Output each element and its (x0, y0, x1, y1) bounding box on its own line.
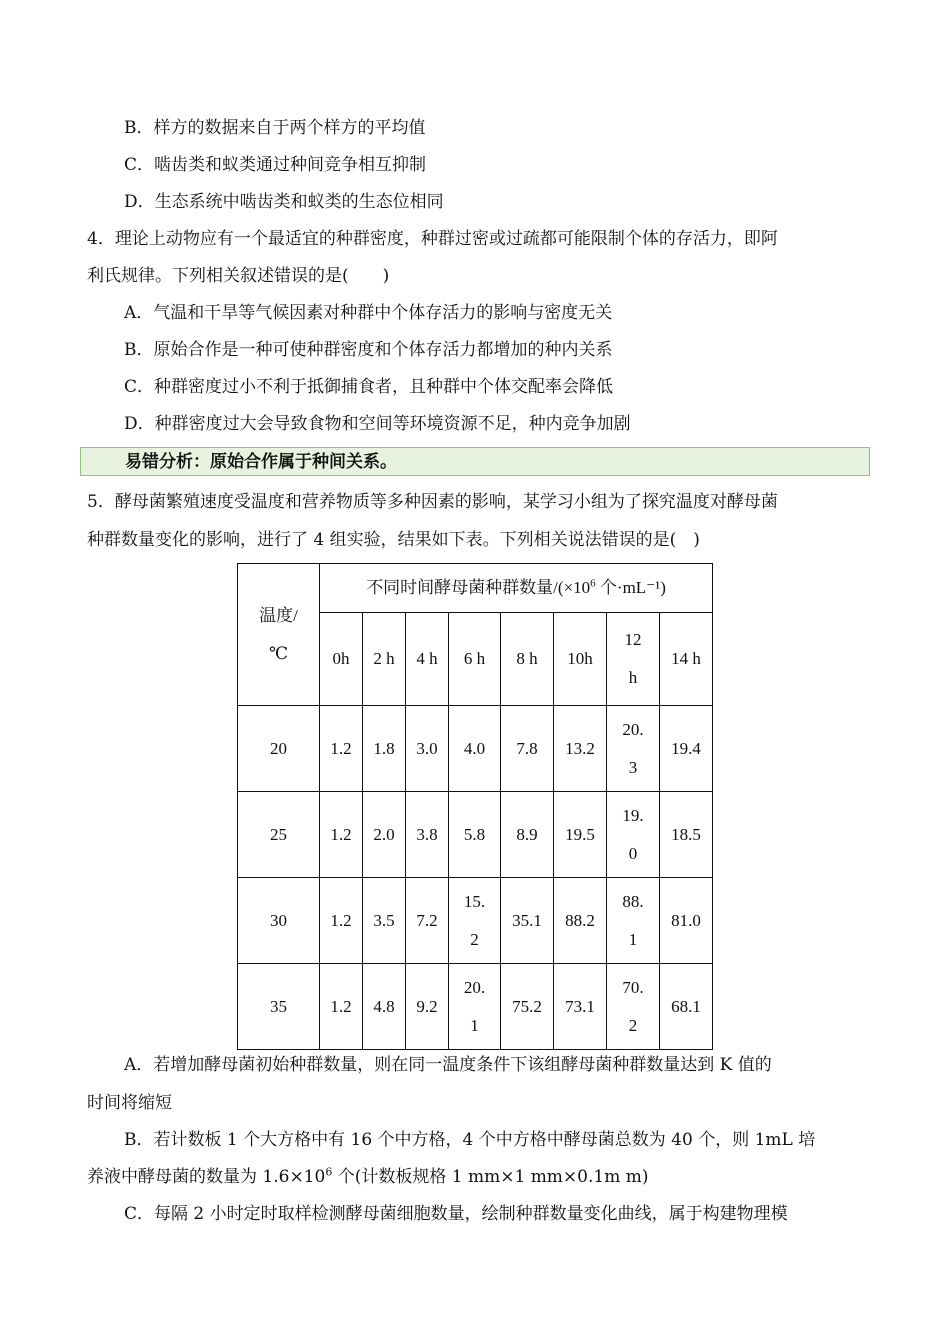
population-value-cell: 1.2 (320, 878, 363, 964)
population-value-cell: 13.2 (554, 706, 607, 792)
population-value-cell: 75.2 (501, 964, 554, 1050)
population-value-cell: 88.2 (554, 878, 607, 964)
q5-stem-line2: 种群数量变化的影响，进行了 4 组实验，结果如下表。下列相关说法错误的是( ) (87, 530, 700, 550)
error-analysis-box (80, 447, 870, 476)
temperature-cell: 35 (238, 964, 320, 1050)
population-group-header (320, 564, 713, 613)
population-value-cell: 3.8 (406, 792, 449, 878)
population-value-cell: 88. 1 (607, 878, 660, 964)
option-b-exponent: 6 (325, 1165, 333, 1179)
population-value-cell: 1.8 (363, 706, 406, 792)
population-value-cell: 19.4 (660, 706, 713, 792)
time-header-cell: 0h (320, 613, 363, 706)
q3-option-b: B．样方的数据来自于两个样方的平均值 (124, 118, 426, 138)
time-header-cell: 8 h (501, 613, 554, 706)
q5-option-b-line2 (87, 1167, 649, 1187)
q4-option-d: D．种群密度过大会导致食物和空间等环境资源不足，种内竞争加剧 (124, 414, 631, 434)
population-value-cell: 7.2 (406, 878, 449, 964)
q5-option-a-line1: A．若增加酵母菌初始种群数量，则在同一温度条件下该组酵母菌种群数量达到 K 值的 (124, 1055, 772, 1075)
group-header-exponent: 6 (590, 577, 596, 590)
population-value-cell: 9.2 (406, 964, 449, 1050)
population-value-cell: 4.0 (449, 706, 501, 792)
q4-stem-line1: 4．理论上动物应有一个最适宜的种群密度，种群过密或过疏都可能限制个体的存活力，即阿 (87, 229, 778, 249)
error-analysis-text: 易错分析：原始合作属于种间关系。 (125, 452, 397, 472)
population-value-cell: 20. 1 (449, 964, 501, 1050)
temperature-cell: 25 (238, 792, 320, 878)
time-header-cell: 10h (554, 613, 607, 706)
q3-option-d: D．生态系统中啮齿类和蚁类的生态位相同 (124, 192, 444, 212)
population-value-cell: 68.1 (660, 964, 713, 1050)
population-value-cell: 8.9 (501, 792, 554, 878)
q4-option-b: B．原始合作是一种可使种群密度和个体存活力都增加的种内关系 (124, 340, 613, 360)
population-value-cell: 3.5 (363, 878, 406, 964)
q5-option-a-line2: 时间将缩短 (87, 1093, 172, 1113)
population-value-cell: 73.1 (554, 964, 607, 1050)
population-value-cell: 15. 2 (449, 878, 501, 964)
option-b-suffix: 个(计数板规格 1 mm×1 mm×0.1m m) (332, 1167, 649, 1187)
yeast-population-table (237, 563, 713, 1050)
population-value-cell: 1.2 (320, 964, 363, 1050)
q5-option-b-line1: B．若计数板 1 个大方格中有 16 个中方格，4 个中方格中酵母菌总数为 40 个，则 1mL 培 (124, 1130, 816, 1150)
q4-stem-line2: 利氏规律。下列相关叙述错误的是( ) (87, 266, 390, 286)
population-value-cell: 1.2 (320, 792, 363, 878)
temperature-header (238, 564, 320, 706)
population-value-cell: 18.5 (660, 792, 713, 878)
population-value-cell: 1.2 (320, 706, 363, 792)
q4-option-a: A．气温和干旱等气候因素对种群中个体存活力的影响与密度无关 (124, 303, 613, 323)
temperature-cell: 20 (238, 706, 320, 792)
q5-option-c-line1: C．每隔 2 小时定时取样检测酵母菌细胞数量，绘制种群数量变化曲线，属于构建物理模 (124, 1204, 788, 1224)
table-row (238, 878, 713, 964)
time-header-cell: 6 h (449, 613, 501, 706)
population-value-cell: 7.8 (501, 706, 554, 792)
q3-option-c: C．啮齿类和蚁类通过种间竞争相互抑制 (124, 155, 427, 175)
table-row (238, 792, 713, 878)
table-row (238, 964, 713, 1050)
population-value-cell: 35.1 (501, 878, 554, 964)
time-header-cell: 12 h (607, 613, 660, 706)
group-header-prefix: 不同时间酵母菌种群数量/(×10 (366, 578, 591, 597)
population-value-cell: 81.0 (660, 878, 713, 964)
temperature-cell: 30 (238, 878, 320, 964)
population-value-cell: 20. 3 (607, 706, 660, 792)
population-value-cell: 19.5 (554, 792, 607, 878)
q4-option-c: C．种群密度过小不利于抵御捕食者，且种群中个体交配率会降低 (124, 377, 614, 397)
table-row (238, 706, 713, 792)
time-header-cell: 14 h (660, 613, 713, 706)
group-header-suffix: 个·mL⁻¹) (595, 578, 666, 597)
population-value-cell: 70. 2 (607, 964, 660, 1050)
population-value-cell: 5.8 (449, 792, 501, 878)
population-value-cell: 3.0 (406, 706, 449, 792)
population-value-cell: 2.0 (363, 792, 406, 878)
population-value-cell: 4.8 (363, 964, 406, 1050)
q5-stem-line1: 5．酵母菌繁殖速度受温度和营养物质等多种因素的影响，某学习小组为了探究温度对酵母菌 (87, 492, 778, 512)
temperature-header-unit: ℃ (268, 643, 289, 663)
time-header-cell: 4 h (406, 613, 449, 706)
population-value-cell: 19. 0 (607, 792, 660, 878)
temperature-header-line1: 温度/ (259, 605, 298, 625)
option-b-prefix: 养液中酵母菌的数量为 1.6×10 (87, 1167, 326, 1187)
time-header-cell: 2 h (363, 613, 406, 706)
